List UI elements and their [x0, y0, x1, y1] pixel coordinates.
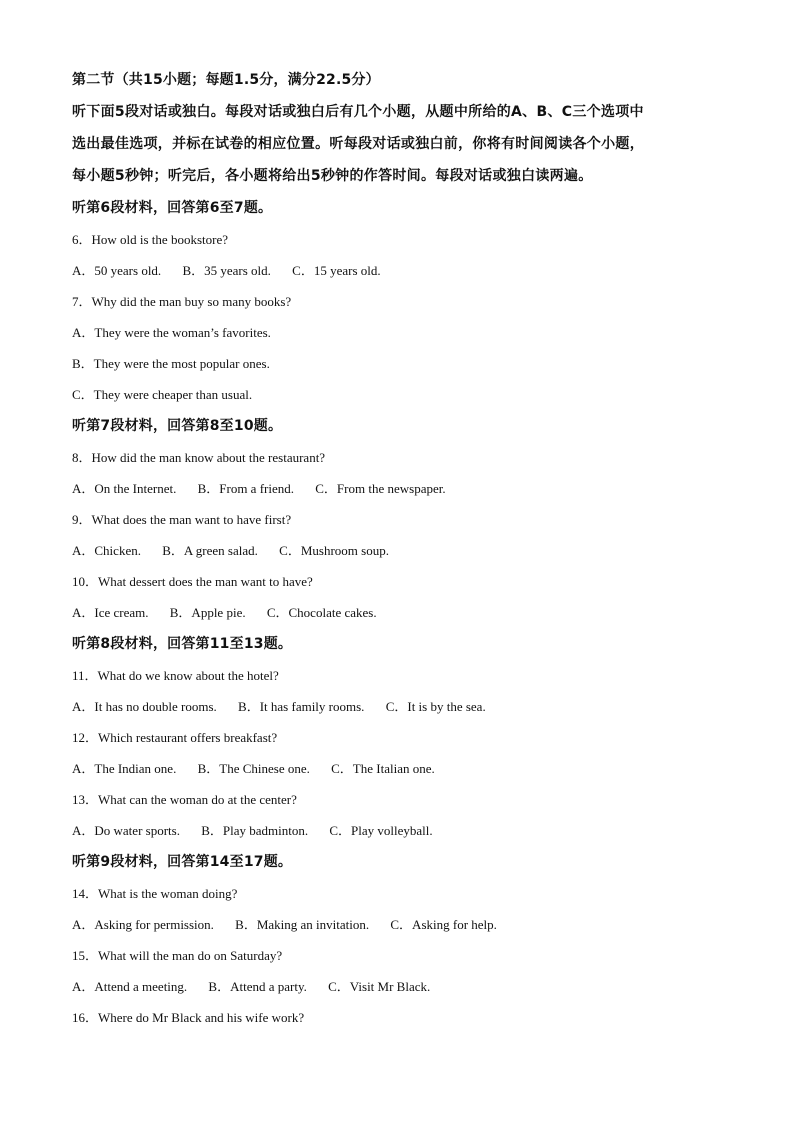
question-stem: 8．How did the man know about the restaurant? [72, 450, 326, 465]
option-c: C．It is by the sea. [385, 699, 486, 714]
question-stem: 9．What does the man want to have first? [72, 512, 292, 527]
question-stem: 14．What is the woman doing? [72, 886, 238, 901]
option-b: B．Play badminton. [201, 823, 309, 838]
option-c: C．The Italian one. [331, 761, 435, 776]
option-c: C．Play volleyball. [329, 823, 433, 838]
option-a: A．Attend a meeting. [72, 979, 188, 994]
question-stem: 7．Why did the man buy so many books? [72, 294, 292, 309]
option-c: C．Asking for help. [390, 917, 497, 932]
question-stem: 12．Which restaurant offers breakfast? [72, 730, 278, 745]
option-b: B．From a friend. [197, 481, 294, 496]
question-stem: 16．Where do Mr Black and his wife work? [72, 1010, 305, 1025]
option-a: A．On the Internet. [72, 481, 177, 496]
option-c: C．They were cheaper than usual. [72, 387, 253, 402]
option-a: A．They were the woman’s favorites. [72, 325, 271, 340]
question-stem: 11．What do we know about the hotel? [72, 668, 279, 683]
option-b: B．It has family rooms. [238, 699, 365, 714]
group-heading: 听第9段材料，回答第14至17题。 [72, 854, 293, 870]
option-b: B．They were the most popular ones. [72, 356, 270, 371]
instruction-line: 听下面5段对话或独白。每段对话或独白后有几个小题，从题中所给的A、B、C三个选项中 [72, 104, 644, 120]
question-options [72, 597, 732, 628]
question-options [72, 535, 732, 566]
option-c: C．Chocolate cakes. [266, 605, 377, 620]
question-stem: 15．What will the man do on Saturday? [72, 948, 283, 963]
option-c: C．Mushroom soup. [279, 543, 389, 558]
question-options [72, 971, 732, 1002]
instructions [72, 96, 732, 192]
question-options [72, 815, 732, 846]
group-heading: 听第8段材料，回答第11至13题。 [72, 636, 293, 652]
option-a: A．Ice cream. [72, 605, 149, 620]
option-b: B．Attend a party. [208, 979, 307, 994]
question-options [72, 909, 732, 940]
question-options [72, 255, 732, 286]
option-b: B．Making an invitation. [235, 917, 370, 932]
option-c: C．From the newspaper. [315, 481, 446, 496]
exam-page [72, 64, 732, 1033]
option-b: B．A green salad. [162, 543, 258, 558]
option-b: B．35 years old. [182, 263, 271, 278]
option-a: A．50 years old. [72, 263, 162, 278]
question-stem: 6．How old is the bookstore? [72, 232, 228, 247]
question-stem: 13．What can the woman do at the center? [72, 792, 297, 807]
instruction-line: 选出最佳选项，并标在试卷的相应位置。听每段对话或独白前，你将有时间阅读各个小题， [72, 136, 644, 152]
option-a: A．The Indian one. [72, 761, 177, 776]
option-b: B．Apple pie. [169, 605, 246, 620]
group-heading: 听第6段材料，回答第6至7题。 [72, 200, 273, 216]
option-a: A．Do water sports. [72, 823, 180, 838]
instruction-line: 每小题5秒钟；听完后，各小题将给出5秒钟的作答时间。每段对话或独白读两遍。 [72, 168, 593, 184]
option-a: A．Asking for permission. [72, 917, 214, 932]
question-options [72, 753, 732, 784]
question-options [72, 473, 732, 504]
option-a: A．It has no double rooms. [72, 699, 217, 714]
option-c: C．15 years old. [292, 263, 381, 278]
group-heading: 听第7段材料，回答第8至10题。 [72, 418, 283, 434]
question-options [72, 691, 732, 722]
option-c: C．Visit Mr Black. [328, 979, 431, 994]
option-b: B．The Chinese one. [197, 761, 310, 776]
question-stem: 10．What dessert does the man want to have? [72, 574, 313, 589]
section-title: 第二节（共15小题；每题1.5分，满分22.5分） [72, 72, 380, 88]
option-a: A．Chicken. [72, 543, 141, 558]
